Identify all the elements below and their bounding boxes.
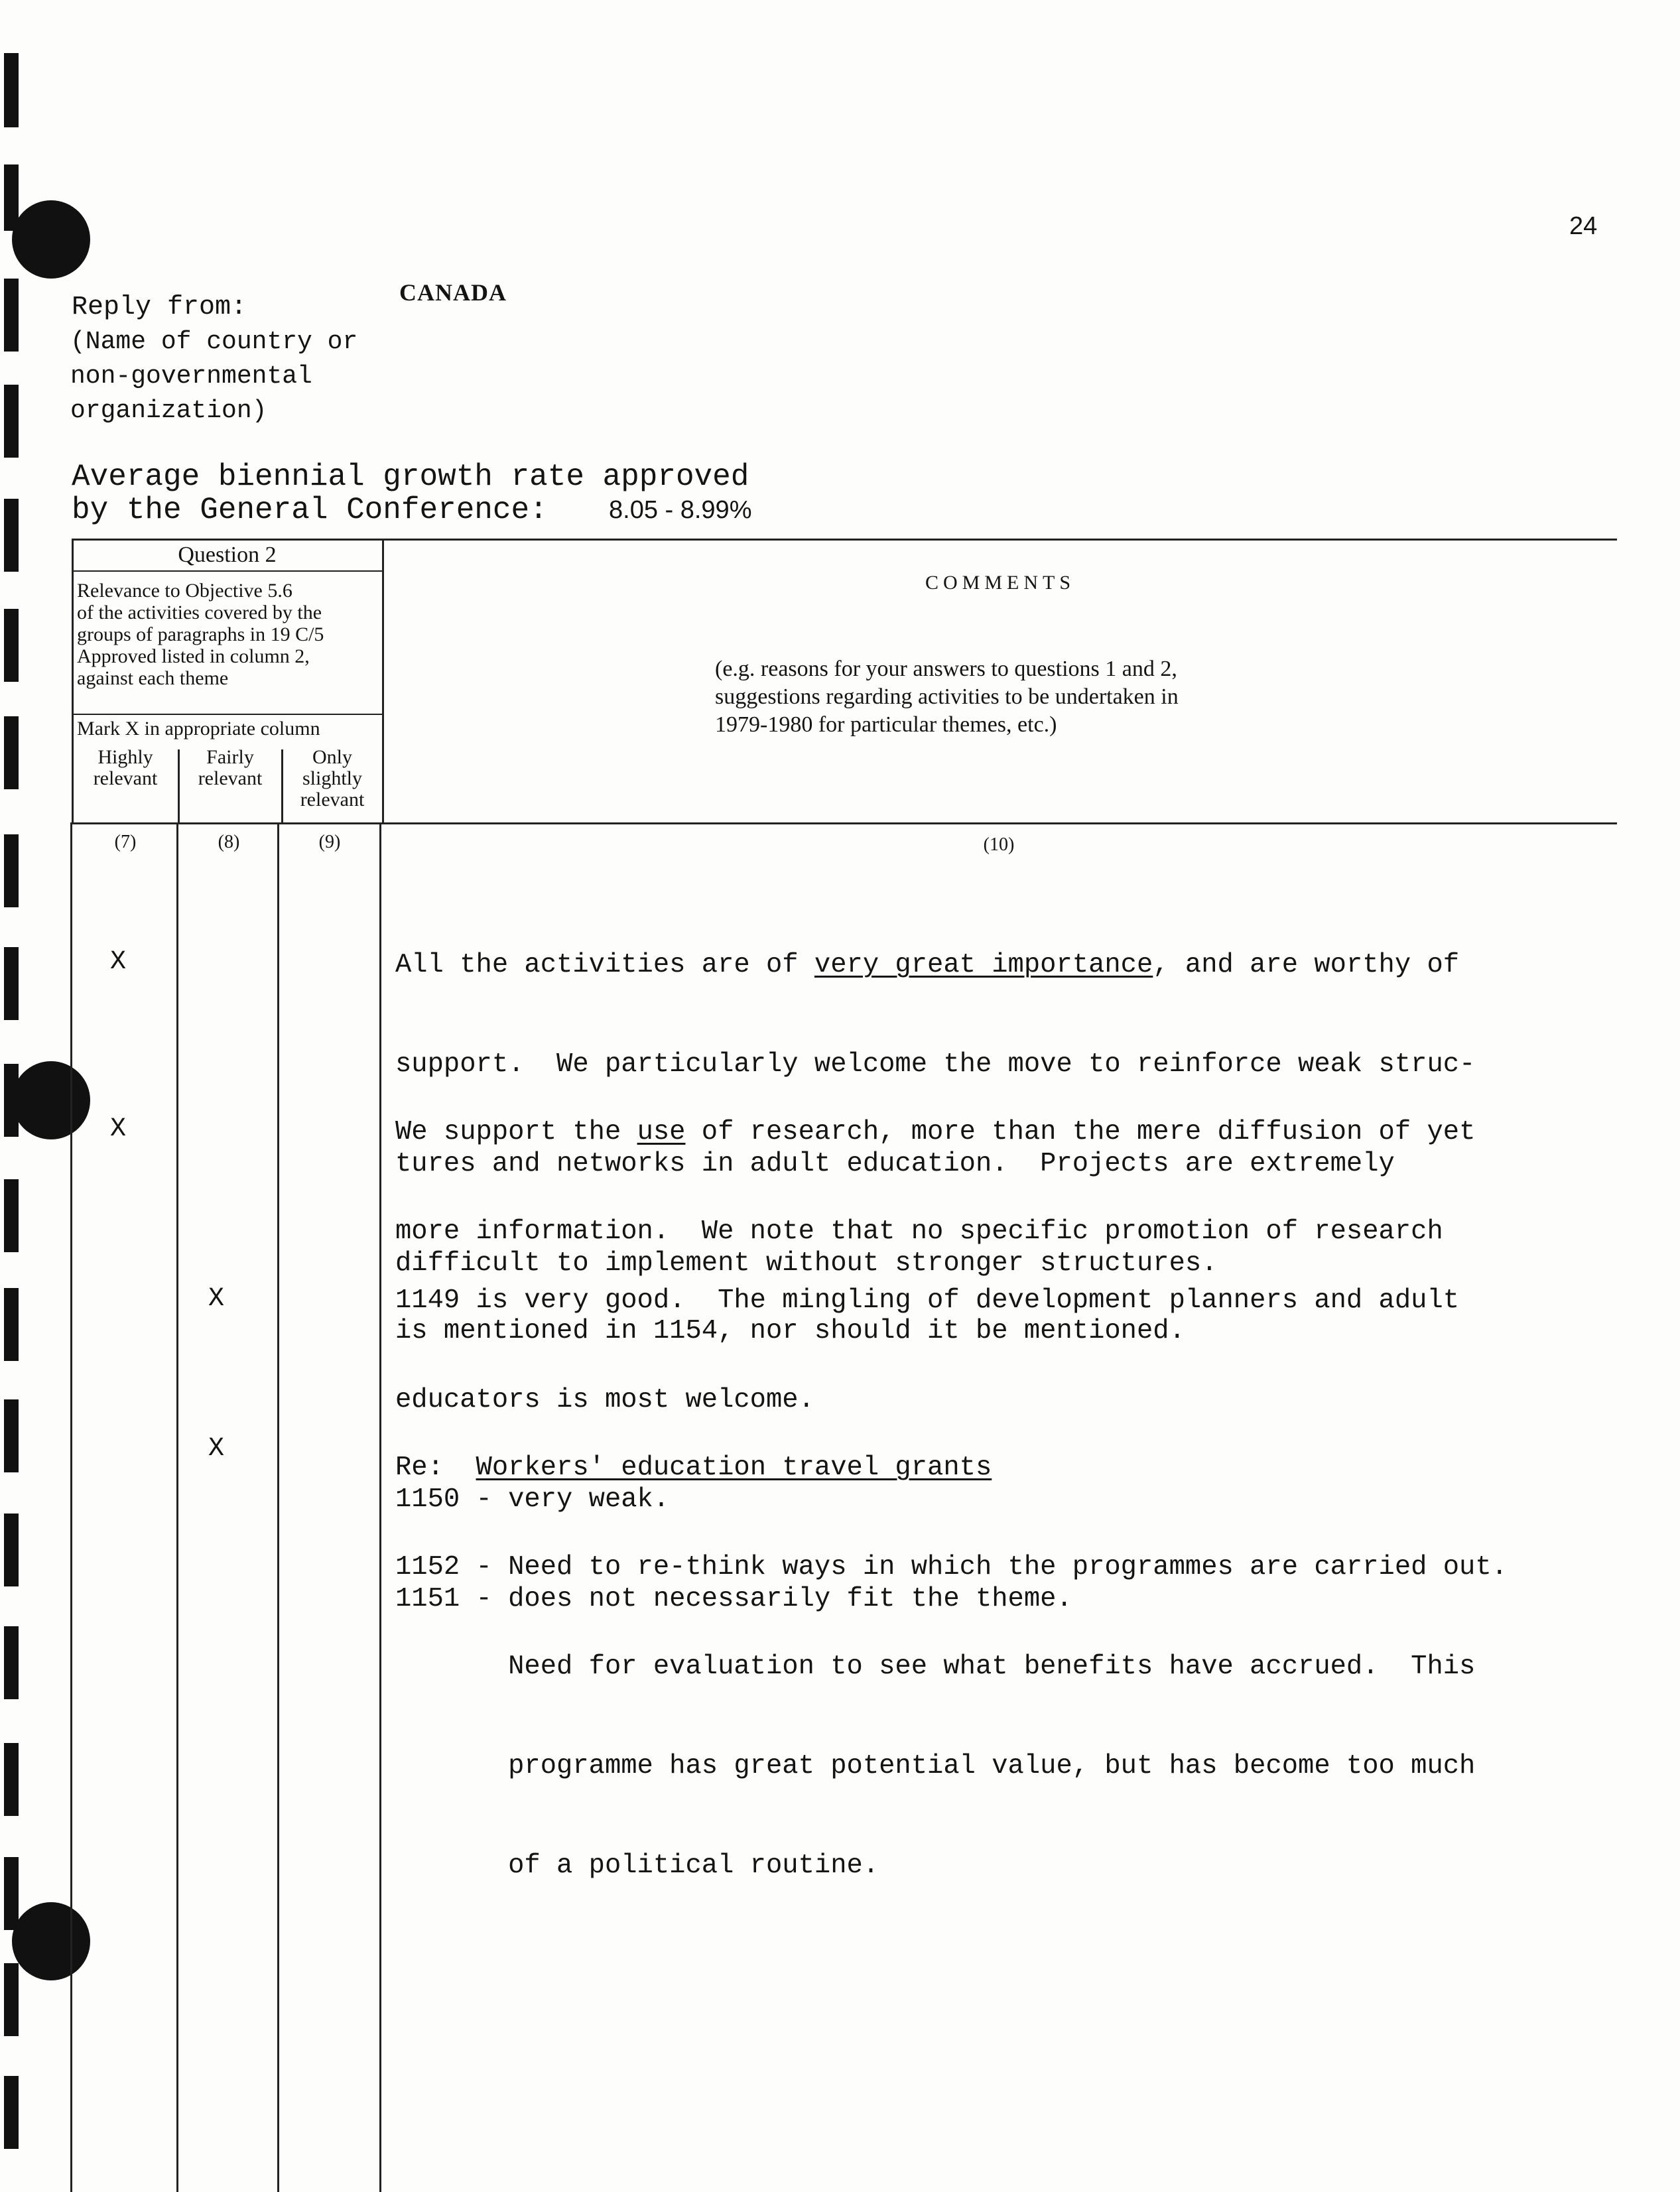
reply-label: Reply from: — [72, 292, 247, 322]
comment-entry-3: 1149 is very good. The mingling of development planners and adult educators is most welcome. 1150 - very weak. 1151 - does not necessarily fit the theme. — [395, 1285, 1460, 1614]
comments-title: COMMENTS — [925, 572, 1076, 594]
comment-entry-1: All the activities are of very great importance, and are worthy of support. We particularly welcome the move to reinforce weak struc- tures and networks in adult education. Projects are extremely difficult to implement without stronger structures. — [395, 950, 1476, 1279]
mark-instruction: Mark X in appropriate column — [77, 718, 320, 740]
relevance-description: Relevance to Objective 5.6 of the activities covered by the groups of paragraphs in 19 C/5 Approved listed in column 2, against each theme — [77, 580, 324, 689]
rate-line-1: Average biennial growth rate approved — [72, 460, 749, 494]
column-number-10: (10) — [983, 834, 1015, 855]
x-mark-fairly-relevant-1: X — [208, 1284, 225, 1314]
column-header-fairly-relevant: Fairly relevant — [198, 746, 263, 789]
comments-hint: (e.g. reasons for your answers to questions 1 and 2, suggestions regarding activities to be undertaken in 1979-1980 for particular themes, etc.) — [715, 657, 1179, 737]
question-label: Question 2 — [178, 543, 277, 567]
rate-line-2: by the General Conference: — [72, 493, 548, 527]
column-header-only-slightly-relevant: Only slightly relevant — [300, 746, 365, 810]
name-hint-2: non-governmental — [70, 362, 312, 391]
name-hint-1: (Name of country or — [70, 328, 358, 356]
column-number-7: (7) — [114, 832, 137, 852]
x-mark-fairly-relevant-2: X — [208, 1434, 225, 1464]
rate-value: 8.05 - 8.99% — [609, 496, 752, 524]
comment-entry-2: We support the use of research, more than the mere diffusion of yet more information. We note that no specific promotion of research is mentioned in 1154, nor should it be mentioned. — [395, 1117, 1476, 1346]
page-number: 24 — [1569, 212, 1598, 240]
country-name: CANADA — [399, 279, 507, 306]
column-number-9: (9) — [318, 832, 341, 852]
name-hint-3: organization) — [70, 397, 267, 425]
comment-entry-4: Re: Workers' education travel grants 1152 - Need to re-think ways in which the programmes are carried out. Need for evaluation to see what benefits have accrued. This programme has great potential value, but has become too much of a political routine. — [395, 1452, 1508, 1881]
x-mark-highly-relevant-2: X — [110, 1114, 127, 1144]
column-number-8: (8) — [218, 832, 240, 852]
x-mark-highly-relevant-1: X — [110, 947, 127, 977]
column-header-highly-relevant: Highly relevant — [93, 746, 158, 789]
